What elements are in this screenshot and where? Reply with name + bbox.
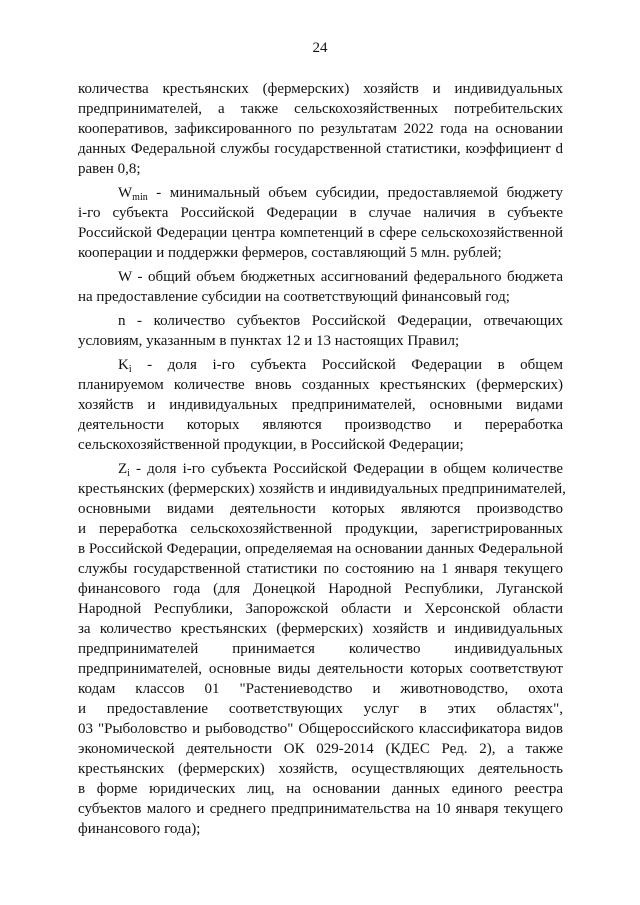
text-line (78, 355, 563, 375)
text-line: и переработка сельскохозяйственной продукции, зарегистрированных (78, 521, 563, 537)
text-line: финансового года); (78, 821, 201, 837)
text-line (78, 459, 563, 479)
text-line: кодам классов 01 "Растениеводство и животноводство, охота (78, 681, 563, 697)
paragraph-z-i (78, 459, 566, 839)
paragraph-k-i (78, 355, 563, 455)
text-line: кооперации и поддержки фермеров, составляющий 5 млн. рублей; (78, 245, 502, 261)
text-fragment: - минимальный объем субсидии, предоставляемой бюджету (147, 185, 563, 201)
text-line: равен 0,8; (78, 161, 141, 177)
variable-z: Z (118, 461, 128, 477)
text-line: на предоставление субсидии на соответствующий финансовый год; (78, 289, 510, 305)
text-line: n - количество субъектов Российской Федерации, отвечающих (118, 313, 563, 329)
document-body (78, 79, 566, 839)
paragraph-n (78, 311, 563, 351)
variable-w: W (118, 185, 133, 201)
variable-k: K (118, 357, 129, 373)
text-line: финансового года (для Донецкой Народной Республики, Луганской (78, 581, 563, 597)
text-line: предпринимателей принимается количество индивидуальных (78, 641, 563, 657)
paragraph-w-min (78, 183, 563, 263)
paragraph-d-coefficient (78, 79, 563, 179)
page-number: 24 (312, 40, 328, 56)
text-line: хозяйств и индивидуальных предпринимателей, основными видами (78, 397, 563, 413)
text-line: W - общий объем бюджетных ассигнований федерального бюджета (118, 269, 563, 285)
text-line: в форме юридических лиц, на основании данных единого реестра (78, 781, 563, 797)
text-line (78, 183, 563, 203)
text-line: основными видами деятельности которых являются производство (78, 501, 563, 517)
text-line: условиям, указанным в пунктах 12 и 13 настоящих Правил; (78, 333, 460, 349)
text-line: Российской Федерации центра компетенций в сфере сельскохозяйственной (78, 225, 563, 241)
text-line: кооперативов, зафиксированного по результатам 2022 года на основании (78, 121, 563, 137)
paragraph-w-total (78, 267, 563, 307)
text-line: в Российской Федерации, определяемая на основании данных Федеральной (78, 541, 563, 557)
text-line: i-го субъекта Российской Федерации в случае наличия в субъекте (78, 205, 563, 221)
text-line: данных Федеральной службы государственной статистики, коэффициент d (78, 141, 563, 157)
text-line: крестьянских (фермерских) хозяйств и индивидуальных предпринимателей, (78, 481, 566, 497)
text-line: планируемом количестве вновь созданных крестьянских (фермерских) (78, 377, 563, 393)
text-line: субъектов малого и среднего предпринимательства на 10 января текущего (78, 801, 563, 817)
text-line: крестьянских (фермерских) хозяйств, осуществляющих деятельность (78, 761, 563, 777)
text-line: за количество крестьянских (фермерских) хозяйств и индивидуальных (78, 621, 563, 637)
text-line: количества крестьянских (фермерских) хозяйств и индивидуальных (78, 81, 563, 97)
text-line: Народной Республики, Запорожской области и Херсонской области (78, 601, 563, 617)
text-line: деятельности которых являются производство и переработка (78, 417, 563, 433)
subscript-min: min (132, 192, 148, 203)
text-line: экономической деятельности ОК 029-2014 (КДЕС Ред. 2), а также (78, 741, 563, 757)
text-line: службы государственной статистики по состоянию на 1 января текущего (78, 561, 563, 577)
text-fragment: - доля i-го субъекта Российской Федерации в общем (131, 357, 563, 373)
text-line: предпринимателей, а также сельскохозяйственных потребительских (78, 101, 563, 117)
text-line: 03 "Рыболовство и рыбоводство" Общероссийского классификатора видов (78, 721, 563, 737)
subscript-i: i (127, 468, 130, 479)
text-line: и предоставление соответствующих услуг в этих областях", (78, 701, 563, 717)
text-fragment: - доля i-го субъекта Российской Федерации в общем количестве (129, 461, 563, 477)
subscript-i: i (128, 364, 132, 375)
text-line: предпринимателей, основные виды деятельности которых соответствуют (78, 661, 563, 677)
text-line: сельскохозяйственной продукции, в Российской Федерации; (78, 437, 464, 453)
